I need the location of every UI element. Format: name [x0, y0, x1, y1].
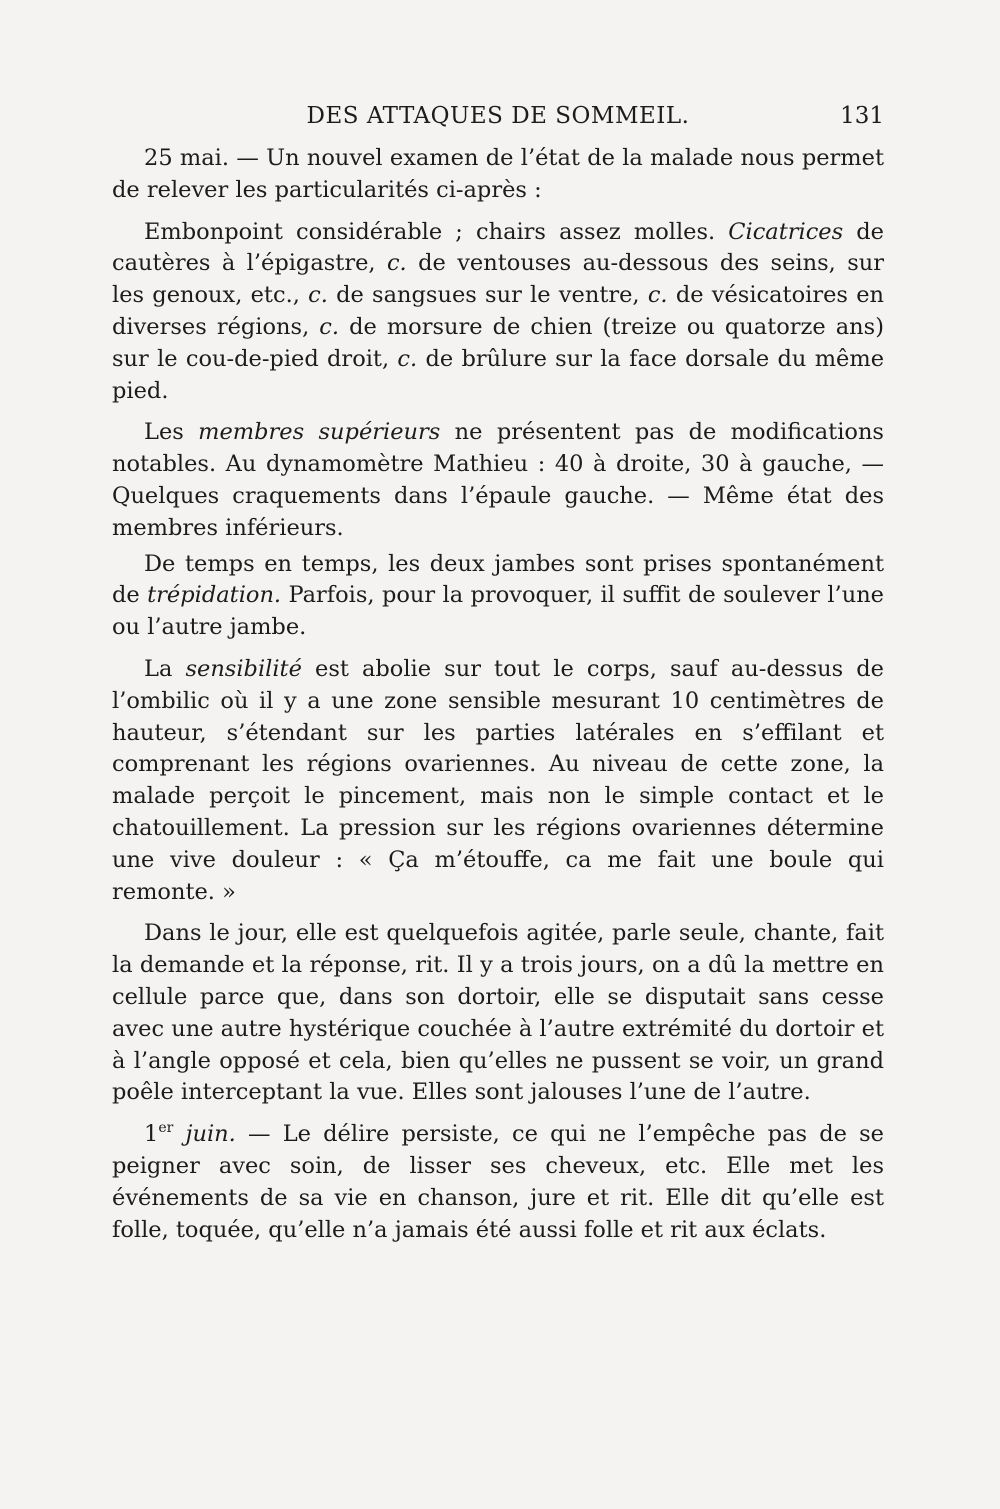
text-run: Parfois, pour la provoquer, il suffit de soulever l’une ou l’autre jambe. — [112, 582, 885, 641]
text-run: de sangsues sur le ventre, — [327, 282, 648, 309]
italic-term: membres supérieurs — [198, 419, 441, 446]
text-run: de vésicatoires en diverses régions, — [112, 282, 884, 340]
text-run: Les — [144, 419, 199, 446]
body-text — [112, 143, 884, 1246]
italic-abbrev: c. — [308, 282, 328, 309]
text-run: La — [144, 655, 186, 682]
paragraph-membres — [112, 417, 884, 544]
paragraph-cicatrices — [112, 217, 884, 408]
paragraph-1er-juin — [112, 1119, 884, 1246]
running-head — [112, 100, 884, 132]
paragraph-text: — Un nouvel examen de l’état de la malade nous permet de relever les particularités ci-après : — [112, 145, 885, 203]
paragraph-trepidation — [112, 549, 884, 644]
text-run: ne présentent pas de modifications notables. Au dynamomètre Mathieu : 40 à droite, 30 à gauche, — Quelques craquements dans l’épaule gauche. — Même état des membres inférieurs. — [112, 419, 884, 541]
paragraph-25-mai — [112, 143, 884, 207]
text-run: Embonpoint considérable ; chairs assez molles. — [144, 218, 729, 245]
italic-term: trépidation. — [147, 582, 282, 609]
running-title: DES ATTAQUES DE SOMMEIL. — [306, 103, 690, 129]
text-run: de ventouses au-dessous des seins, sur les genoux, etc., — [112, 250, 884, 309]
paragraph-sensibilite — [112, 654, 884, 908]
date-day: 1 — [144, 1121, 159, 1148]
text-run: de cautères à l’épigastre, — [112, 218, 885, 277]
date-month: juin. — [185, 1121, 236, 1148]
italic-term: sensibilité — [185, 655, 302, 682]
italic-term: Cicatrices — [728, 218, 844, 245]
date-day-superscript: er — [158, 1120, 174, 1137]
italic-abbrev: c. — [386, 250, 407, 277]
paragraph-text: — Le délire persiste, ce qui ne l’empêche pas de se peigner avec soin, de lisser ses cheveux, etc. Elle met les événements de sa vie en chanson, jure et rit. Elle dit qu’elle est folle, toquée, qu’elle n’a jamais été aussi folle et rit aux éclats. — [112, 1121, 884, 1243]
paragraph-dans-le-jour — [112, 918, 884, 1109]
date-label: 25 mai. — [144, 145, 230, 171]
italic-abbrev: c. — [319, 313, 340, 340]
text-run: de morsure de chien (treize ou quatorze ans) sur le cou-de-pied droit, — [112, 313, 884, 372]
paragraph-text: Dans le jour, elle est quelquefois agitée, parle seule, chante, fait la demande et la réponse, rit. Il y a trois jours, on a dû la mettre en cellule parce que, dans son dortoir, elle se disputait sans cesse avec une autre hystérique couchée à l’autre extrémité du dortoir et à l’angle opposé et cela, bien qu’elles ne pussent se voir, un grand poêle interceptant la vue. Elles sont jalouses l’une de l’autre. — [112, 920, 884, 1106]
text-run: De temps en temps, les deux jambes sont prises spontanément de — [112, 550, 884, 609]
page-number: 131 — [840, 103, 884, 129]
text-run: de brûlure sur la face dorsale du même pied. — [112, 345, 885, 404]
text-run: est abolie sur tout le corps, sauf au-dessus de l’ombilic où il y a une zone sensible mesurant 10 centimètres de hauteur, s’étendant sur les parties latérales en s’effilant et comprenant les régions ovariennes. Au niveau de cette zone, la malade perçoit le pincement, mais non le simple contact et le chatouillement. La pression sur les régions ovariennes détermine une vive douleur : « Ça m’étouffe, ca me fait une boule qui remonte. » — [112, 655, 884, 905]
italic-abbrev: c. — [647, 282, 668, 309]
italic-abbrev: c. — [397, 345, 418, 372]
